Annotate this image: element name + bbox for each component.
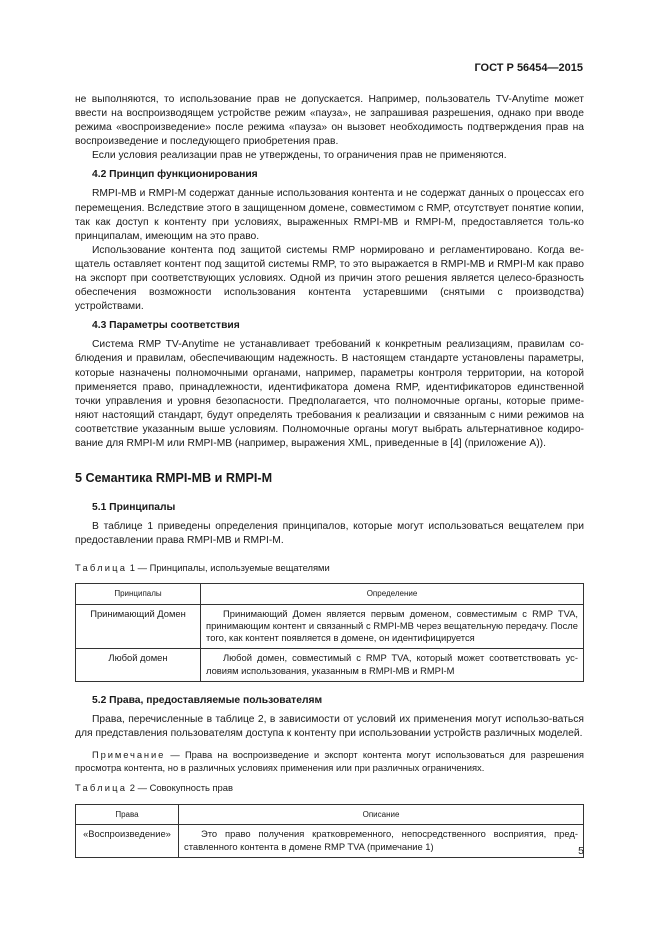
paragraph: Система RMP TV-Anytime не устанавливает требований к конкретным реализациям, правилам со-блюдения и правилам, обеспечивающим надежность. В настоящем стандарте установлены параметры, которые назначены полномочными органами, например, параметры контроля территории, на которой применяется право, принадлежности, идентификатора домена RMP, идентификаторов единственной точки управления и уровня безопасности. Предполагается, что полномочные органы, которые приме-няют настоящий стандарт, будут определять требования к реализации и связанным с ними режимов на соответствие указанным выше условиям. Полномочные органы могут выбрать альтернативное кодиро-вание для RMPI-M или RMPI-MB (например, выражения XML, приведенные в [4] (приложение А)).	[75, 339, 584, 449]
paragraph: Права, перечисленные в таблице 2, в зависимости от условий их применения могут использо-ваться для представления пользователям доступа к контенту при использовании устройств различных моделей.	[75, 714, 584, 740]
table-row	[76, 604, 584, 649]
right-cell: «Воспроизведение»	[76, 825, 179, 858]
section-heading-5-2: 5.2 Права, предоставляемые пользователям	[92, 695, 323, 707]
section-heading-4-2: 4.2 Принцип функционирования	[92, 169, 258, 181]
description-text: Это право получения кратковременного, непосредственного восприятия, пред-ставленного контента в домене RMP TVA (примечание 1)	[184, 828, 578, 852]
definition-cell	[201, 649, 584, 682]
table-1-caption	[75, 562, 584, 574]
table-2-caption	[75, 782, 584, 794]
definition-text: Любой домен, совместимый с RMP TVA, который может соответствовать ус-ловиям использования, указанным в RMPI-MB и RMPI-M	[206, 652, 578, 676]
column-header: Права	[76, 805, 179, 825]
caption-label: Таблица	[75, 562, 128, 574]
paragraph: Если условия реализации прав не утверждены, то ограничения прав не применяются.	[92, 150, 507, 162]
column-header: Определение	[201, 584, 584, 604]
table-header-row	[76, 805, 584, 825]
caption-text: 1 — Принципалы, используемые вещателями	[127, 562, 330, 574]
note-label: Примечание	[92, 749, 166, 761]
principal-cell: Любой домен	[76, 649, 201, 682]
paragraph: Использование контента под защитой системы RMP нормировано и регламентировано. Когда ве-щатель оставляет контент под защитой системы RMP, то это выражается в RMPI-MB и RMPI-M как право на экспорт при соответствующих условиях. Одной из причин этого решения является целесо-бразность обеспечения возможности использования контента устаревшими (снятыми с производства) устройствами.	[75, 244, 584, 313]
table-2	[75, 804, 584, 858]
table-row	[76, 649, 584, 682]
section-heading-4-3: 4.3 Параметры соответствия	[92, 320, 240, 332]
paragraph: RMPI-MB и RMPI-M содержат данные использования контента и не содержат данных о процессах его перемещения. Вследствие этого в защищенном домене, совместимом с RMP, отсутствует понятие копии, так как доступ к контенту при условиях, выраженных RMPI-MB и RMPI-M, предоставляется толь-ко принципалам, имеющим на это право.	[75, 188, 584, 242]
section-heading-5-1: 5.1 Принципалы	[92, 502, 176, 514]
page-number: 5	[578, 845, 584, 857]
description-cell	[179, 825, 584, 858]
table-row	[76, 825, 584, 858]
definition-text: Принимающий Домен является первым доменом, совместимым с RMP TVA, принимающим контент и связанный с RMPI-MB через вещательную передачу. После того, как контент появляется в домене, он идентифицируется	[206, 607, 578, 644]
definition-cell	[201, 604, 584, 649]
paragraph: не выполняются, то использование прав не допускается. Например, пользователь TV-Anytime может ввести на воспроизводящем устройстве режим «пауза», не запрашивая разрешения, однако при вводе режима «воспроизведение» после режима «пауза» он вызовет необходимость подтверждения прав на воспроизведение и последующего приобретения прав.	[75, 94, 584, 148]
note	[75, 749, 584, 774]
principal-cell: Принимающий Домен	[76, 604, 201, 649]
note-text: — Права на воспроизведение и экспорт контента могут использоваться для разрешения просмотра контента, но в различных условиях применения или при различных ограничениях.	[75, 749, 584, 773]
table-1	[75, 583, 584, 682]
caption-text: 2 — Совокупность прав	[127, 782, 233, 794]
standard-number: ГОСТ Р 56454—2015	[474, 62, 583, 74]
section-heading-5: 5 Семантика RMPI-MB и RMPI-M	[75, 471, 273, 486]
paragraph: В таблице 1 приведены определения принципалов, которые могут использоваться вещателем при предоставлении права RMPI-MB и RMPI-M.	[75, 521, 584, 547]
page-content	[75, 93, 584, 858]
column-header: Принципалы	[76, 584, 201, 604]
table-header-row	[76, 584, 584, 604]
column-header: Описание	[179, 805, 584, 825]
caption-label: Таблица	[75, 782, 128, 794]
